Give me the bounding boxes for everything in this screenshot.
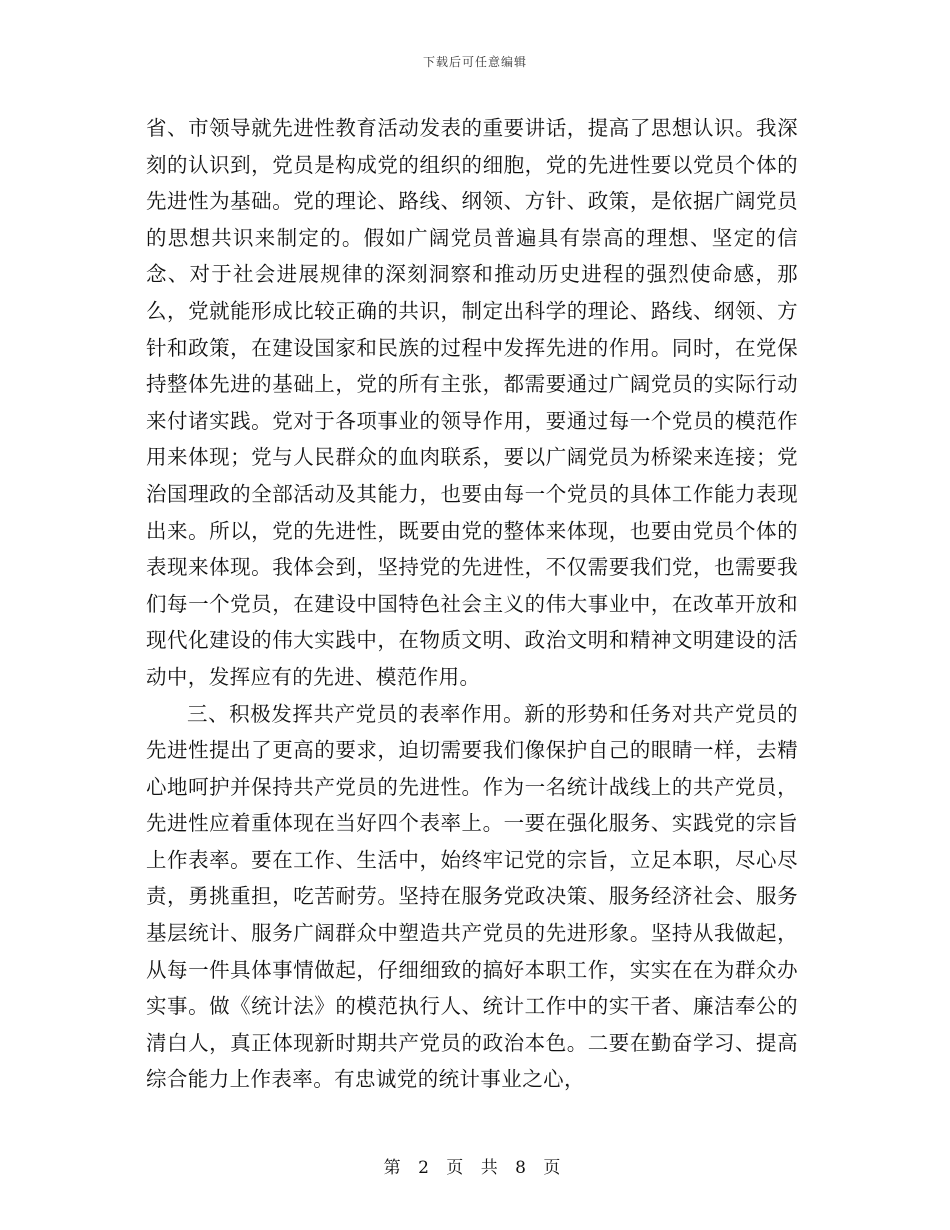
page-header: 下载后可任意编辑: [422, 55, 527, 69]
body-paragraph-2: 三、积极发挥共产党员的表率作用。新的形势和任务对共产党员的先进性提出了更高的要求，迫切需要我们像保护自己的眼睛一样，去精心地呵护并保持共产党员的先进性。作为一名统计战线上的共产党员，先进性应着重体现在当好四个表率上。一要在强化服务、实践党的宗旨上作表率。要在工作、生活中，始终牢记党的宗旨，立足本职，尽心尽责，勇挑重担，吃苦耐劳。坚持在服务党政决策、服务经济社会、服务基层统计、服务广阔群众中塑造共产党员的先进形象。坚持从我做起，从每一件具体事情做起，仔细细致的搞好本职工作，实实在在为群众办实事。做《统计法》的模范执行人、统计工作中的实干者、廉洁奉公的清白人，真正体现新时期共产党员的政治本色。二要在勤奋学习、提高综合能力上作表率。有忠诚党的统计事业之心，: [146, 701, 798, 1092]
document-body: [146, 110, 798, 1098]
body-paragraph-1: 省、市领导就先进性教育活动发表的重要讲话，提高了思想认识。我深刻的认识到，党员是构成党的组织的细胞，党的先进性要以党员个体的先进性为基础。党的理论、路线、纲领、方针、政策，是依据广阔党员的思想共识来制定的。假如广阔党员普遍具有崇高的理想、坚定的信念、对于社会进展规律的深刻洞察和推动历史进程的强烈使命感，那么，党就能形成比较正确的共识，制定出科学的理论、路线、纲领、方针和政策，在建设国家和民族的过程中发挥先进的作用。同时，在党保持整体先进的基础上，党的所有主张，都需要通过广阔党员的实际行动来付诸实践。党对于各项事业的领导作用，要通过每一个党员的模范作用来体现；党与人民群众的血肉联系，要以广阔党员为桥梁来连接；党治国理政的全部活动及其能力，也要由每一个党员的具体工作能力表现出来。所以，党的先进性，既要由党的整体来体现，也要由党员个体的表现来体现。我体会到，坚持党的先进性，不仅需要我们党，也需要我们每一个党员，在建设中国特色社会主义的伟大事业中，在改革开放和现代化建设的伟大实践中，在物质文明、政治文明和精神文明建设的活动中，发挥应有的先进、模范作用。: [146, 116, 798, 689]
page-number-footer: 第 2 页 共 8 页: [383, 1158, 567, 1178]
